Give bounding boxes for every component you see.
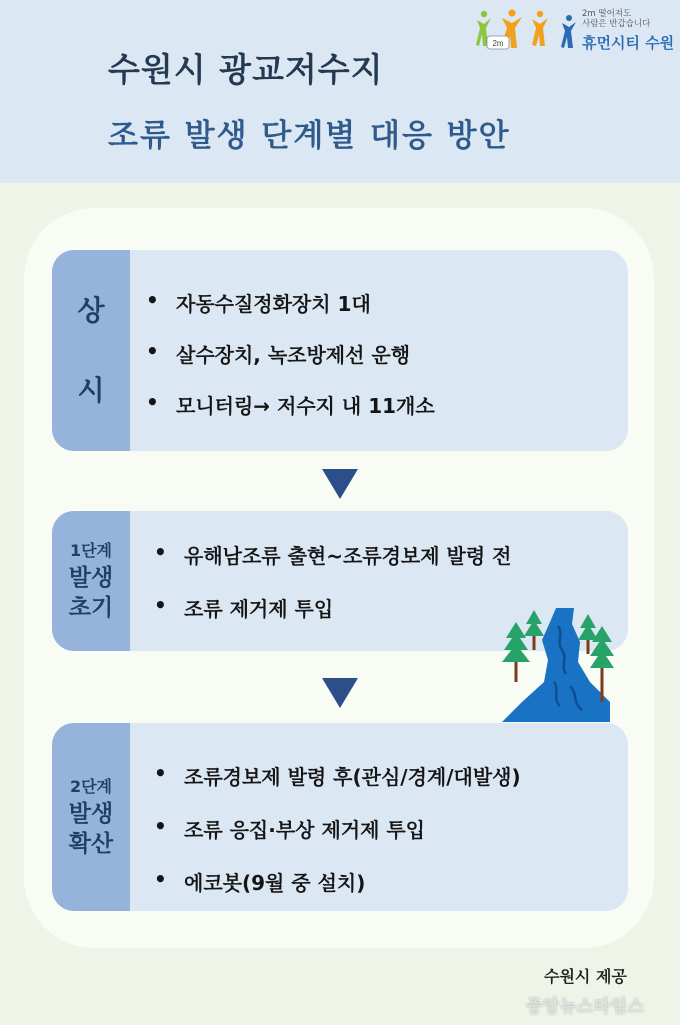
distance-badge: 2m bbox=[492, 39, 504, 48]
logo-tagline: 2m 떨어져도 사람은 반갑습니다 bbox=[582, 9, 651, 29]
stage-label-spread: 2단계 발생 확산 bbox=[52, 723, 130, 911]
list-item: • 조류 제거제 투입 bbox=[154, 593, 334, 621]
stage-item-list bbox=[154, 761, 521, 911]
stage-label-initial: 1단계 발생 초기 bbox=[52, 511, 130, 651]
source-credit: 수원시 제공 bbox=[544, 967, 627, 986]
list-item: • 살수장치, 녹조방제선 운행 bbox=[146, 339, 411, 367]
stage-item-list bbox=[154, 540, 511, 646]
list-item: • 조류 응집·부상 제거제 투입 bbox=[154, 814, 426, 842]
header-banner bbox=[0, 0, 680, 183]
stage-card-spread bbox=[52, 723, 628, 911]
list-item: • 자동수질정화장치 1대 bbox=[146, 288, 371, 316]
list-item: • 조류경보제 발령 후(관심/경계/대발생) bbox=[154, 761, 521, 789]
stage-item-list bbox=[146, 288, 435, 441]
list-item: • 모니터링→ 저수지 내 11개소 bbox=[146, 390, 435, 418]
river-forest-icon bbox=[498, 604, 616, 722]
page-subtitle: 조류 발생 단계별 대응 방안 bbox=[108, 118, 511, 154]
page-title: 수원시 광교저수지 bbox=[108, 50, 384, 89]
list-item: • 에코봇(9월 중 설치) bbox=[154, 867, 366, 895]
down-arrow-icon bbox=[322, 678, 358, 708]
list-item: • 유해남조류 출현~조류경보제 발령 전 bbox=[154, 540, 512, 568]
people-logo-icon bbox=[474, 6, 584, 54]
stage-label-ordinary: 상 시 bbox=[52, 250, 130, 451]
logo-brand: 휴먼시티 수원 bbox=[582, 34, 675, 52]
stage-card-ordinary bbox=[52, 250, 628, 451]
down-arrow-icon bbox=[322, 469, 358, 499]
publisher-watermark: 중앙뉴스타임스 bbox=[526, 997, 645, 1017]
human-city-suwon-logo bbox=[474, 6, 674, 54]
